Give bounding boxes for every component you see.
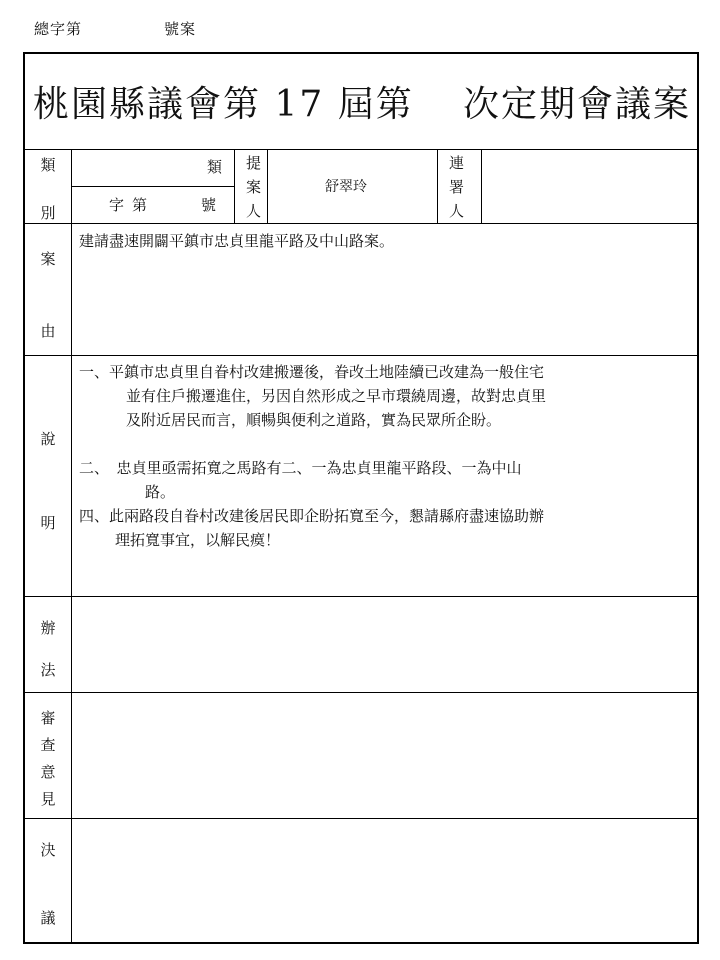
subject-text: 建請盡速開闢平鎮市忠貞里龍平路及中山路案。 [79,232,395,250]
explanation-line: 二、 忠貞里亟需拓寬之馬路有二、一為忠貞里龍平路段、一為中山 [79,459,522,477]
explanation-label-char: 明 [40,514,56,532]
method-row [25,597,697,693]
cosigner-label-char: 署 [449,178,465,196]
cosigner-label-char: 人 [449,202,465,220]
explanation-row [25,356,697,597]
top-note [34,18,196,39]
resolution-row [25,819,697,942]
method-label-char: 辦 [40,619,56,637]
resolution-label-char: 決 [40,841,56,859]
explanation-line: 及附近居民而言，順暢與便利之道路，實為民眾所企盼。 [126,411,502,429]
title-part-2: 次定期會議案 [463,84,692,125]
explanation-label-char: 說 [40,430,56,448]
review-row [25,693,697,819]
subject-label [25,224,72,355]
proposer-label-char: 人 [246,202,262,220]
review-label-char: 見 [40,790,56,808]
review-label [25,693,72,818]
category-kind: 類 [207,158,223,176]
method-label [25,597,72,692]
explanation-content [71,356,697,596]
subject-label-char: 由 [40,322,56,340]
category-label [25,150,72,223]
explanation-label [25,356,72,596]
proposer-name: 舒翠玲 [325,179,367,195]
cosigner-label-char: 連 [449,154,465,172]
explanation-line: 四、此兩路段自眷村改建後居民即企盼拓寬至今，懇請縣府盡速協助辦 [79,507,545,525]
explanation-line: 一、平鎮市忠貞里自眷村改建搬遷後，眷改土地陸續已改建為一般住宅 [79,363,545,381]
explanation-line: 路。 [145,483,176,501]
explanation-line: 理拓寬事宜，以解民瘼！ [115,531,281,549]
total-number-label: 總字第 [34,20,83,38]
case-number-label: 號案 [164,20,197,38]
category-label-char: 類 [40,156,56,174]
subject-label-char: 案 [40,250,56,268]
form-title [25,54,697,150]
subject-row [25,224,697,356]
method-label-char: 法 [40,661,56,679]
explanation-line: 並有住戶搬遷進住，另因自然形成之早市環繞周邊，故對忠貞里 [126,387,547,405]
category-number: 字第 號 [109,196,225,214]
proposer-label-char: 案 [246,178,262,196]
resolution-label [25,819,72,942]
review-label-char: 審 [40,709,56,727]
category-content [71,150,697,223]
category-label-char: 別 [40,204,56,222]
category-row [25,150,697,224]
title-part-1: 桃園縣議會第 17 屆第 [33,84,414,125]
proposer-label-char: 提 [246,154,262,172]
resolution-label-char: 議 [40,909,56,927]
review-label-char: 意 [40,763,56,781]
proposal-form [23,52,699,944]
review-label-char: 查 [40,736,56,754]
